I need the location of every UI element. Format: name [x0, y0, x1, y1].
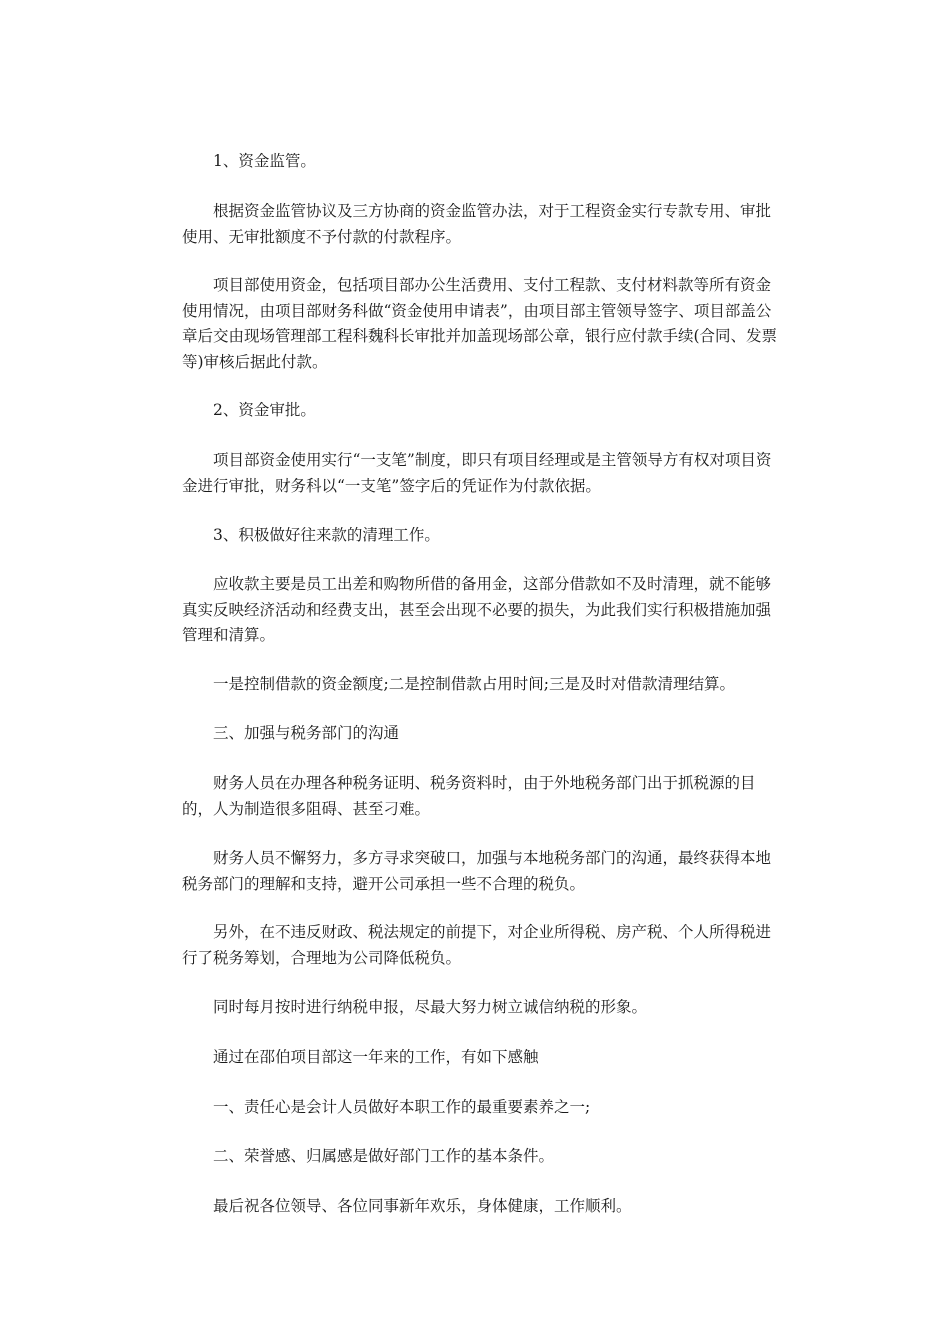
paragraph-single-pen-system: 项目部资金使用实行“一支笔”制度，即只有项目经理或是主管领导方有权对项目资金进行审批，财务科以“一支笔”签字后的凭证作为付款依据。: [182, 451, 772, 495]
paragraph-tax-obstacles: 财务人员在办理各种税务证明、税务资料时，由于外地税务部门出于抓税源的目的，人为制造很多阻碍、甚至刁难。: [182, 774, 756, 818]
heading-tax-communication: 三、加强与税务部门的沟通: [213, 724, 400, 742]
paragraph-reflections-intro: 通过在邵伯项目部这一年来的工作，有如下感触: [213, 1048, 539, 1066]
paragraph-fund-usage-process: 项目部使用资金，包括项目部办公生活费用、支付工程款、支付材料款等所有资金使用情况，由项目部财务科做“资金使用申请表”，由项目部主管领导签字、项目部盖公章后交由现场管理部工程科魏科长审批并加盖现场部公章，银行应付款手续(合同、发票等)审核后据此付款。: [182, 276, 778, 371]
paragraph-receivables: 应收款主要是员工出差和购物所借的备用金，这部分借款如不及时清理，就不能够真实反映经济活动和经费支出，甚至会出现不必要的损失，为此我们实行积极措施加强管理和清算。: [182, 575, 772, 644]
paragraph-local-tax-dept: 财务人员不懈努力，多方寻求突破口，加强与本地税务部门的沟通，最终获得本地税务部门的理解和支持，避开公司承担一些不合理的税负。: [182, 849, 772, 893]
paragraph-tax-planning: 另外，在不违反财政、税法规定的前提下，对企业所得税、房产税、个人所得税进行了税务筹划，合理地为公司降低税负。: [182, 923, 772, 967]
paragraph-closing-wishes: 最后祝各位领导、各位同事新年欢乐，身体健康，工作顺利。: [213, 1197, 632, 1215]
paragraph-responsibility: 一、责任心是会计人员做好本职工作的最重要素养之一;: [213, 1098, 591, 1116]
heading-fund-approval: 2、资金审批。: [213, 401, 316, 419]
paragraph-loan-controls: 一是控制借款的资金额度;二是控制借款占用时间;三是及时对借款清理结算。: [213, 675, 735, 693]
paragraph-monthly-filing: 同时每月按时进行纳税申报，尽最大努力树立诚信纳税的形象。: [213, 998, 648, 1016]
heading-fund-supervision: 1、资金监管。: [213, 152, 316, 170]
paragraph-honor-belonging: 二、荣誉感、归属感是做好部门工作的基本条件。: [213, 1147, 555, 1165]
paragraph-supervision-agreement: 根据资金监管协议及三方协商的资金监管办法，对于工程资金实行专款专用、审批使用、无审批额度不予付款的付款程序。: [182, 202, 772, 246]
heading-receivables-cleanup: 3、积极做好往来款的清理工作。: [213, 526, 440, 544]
